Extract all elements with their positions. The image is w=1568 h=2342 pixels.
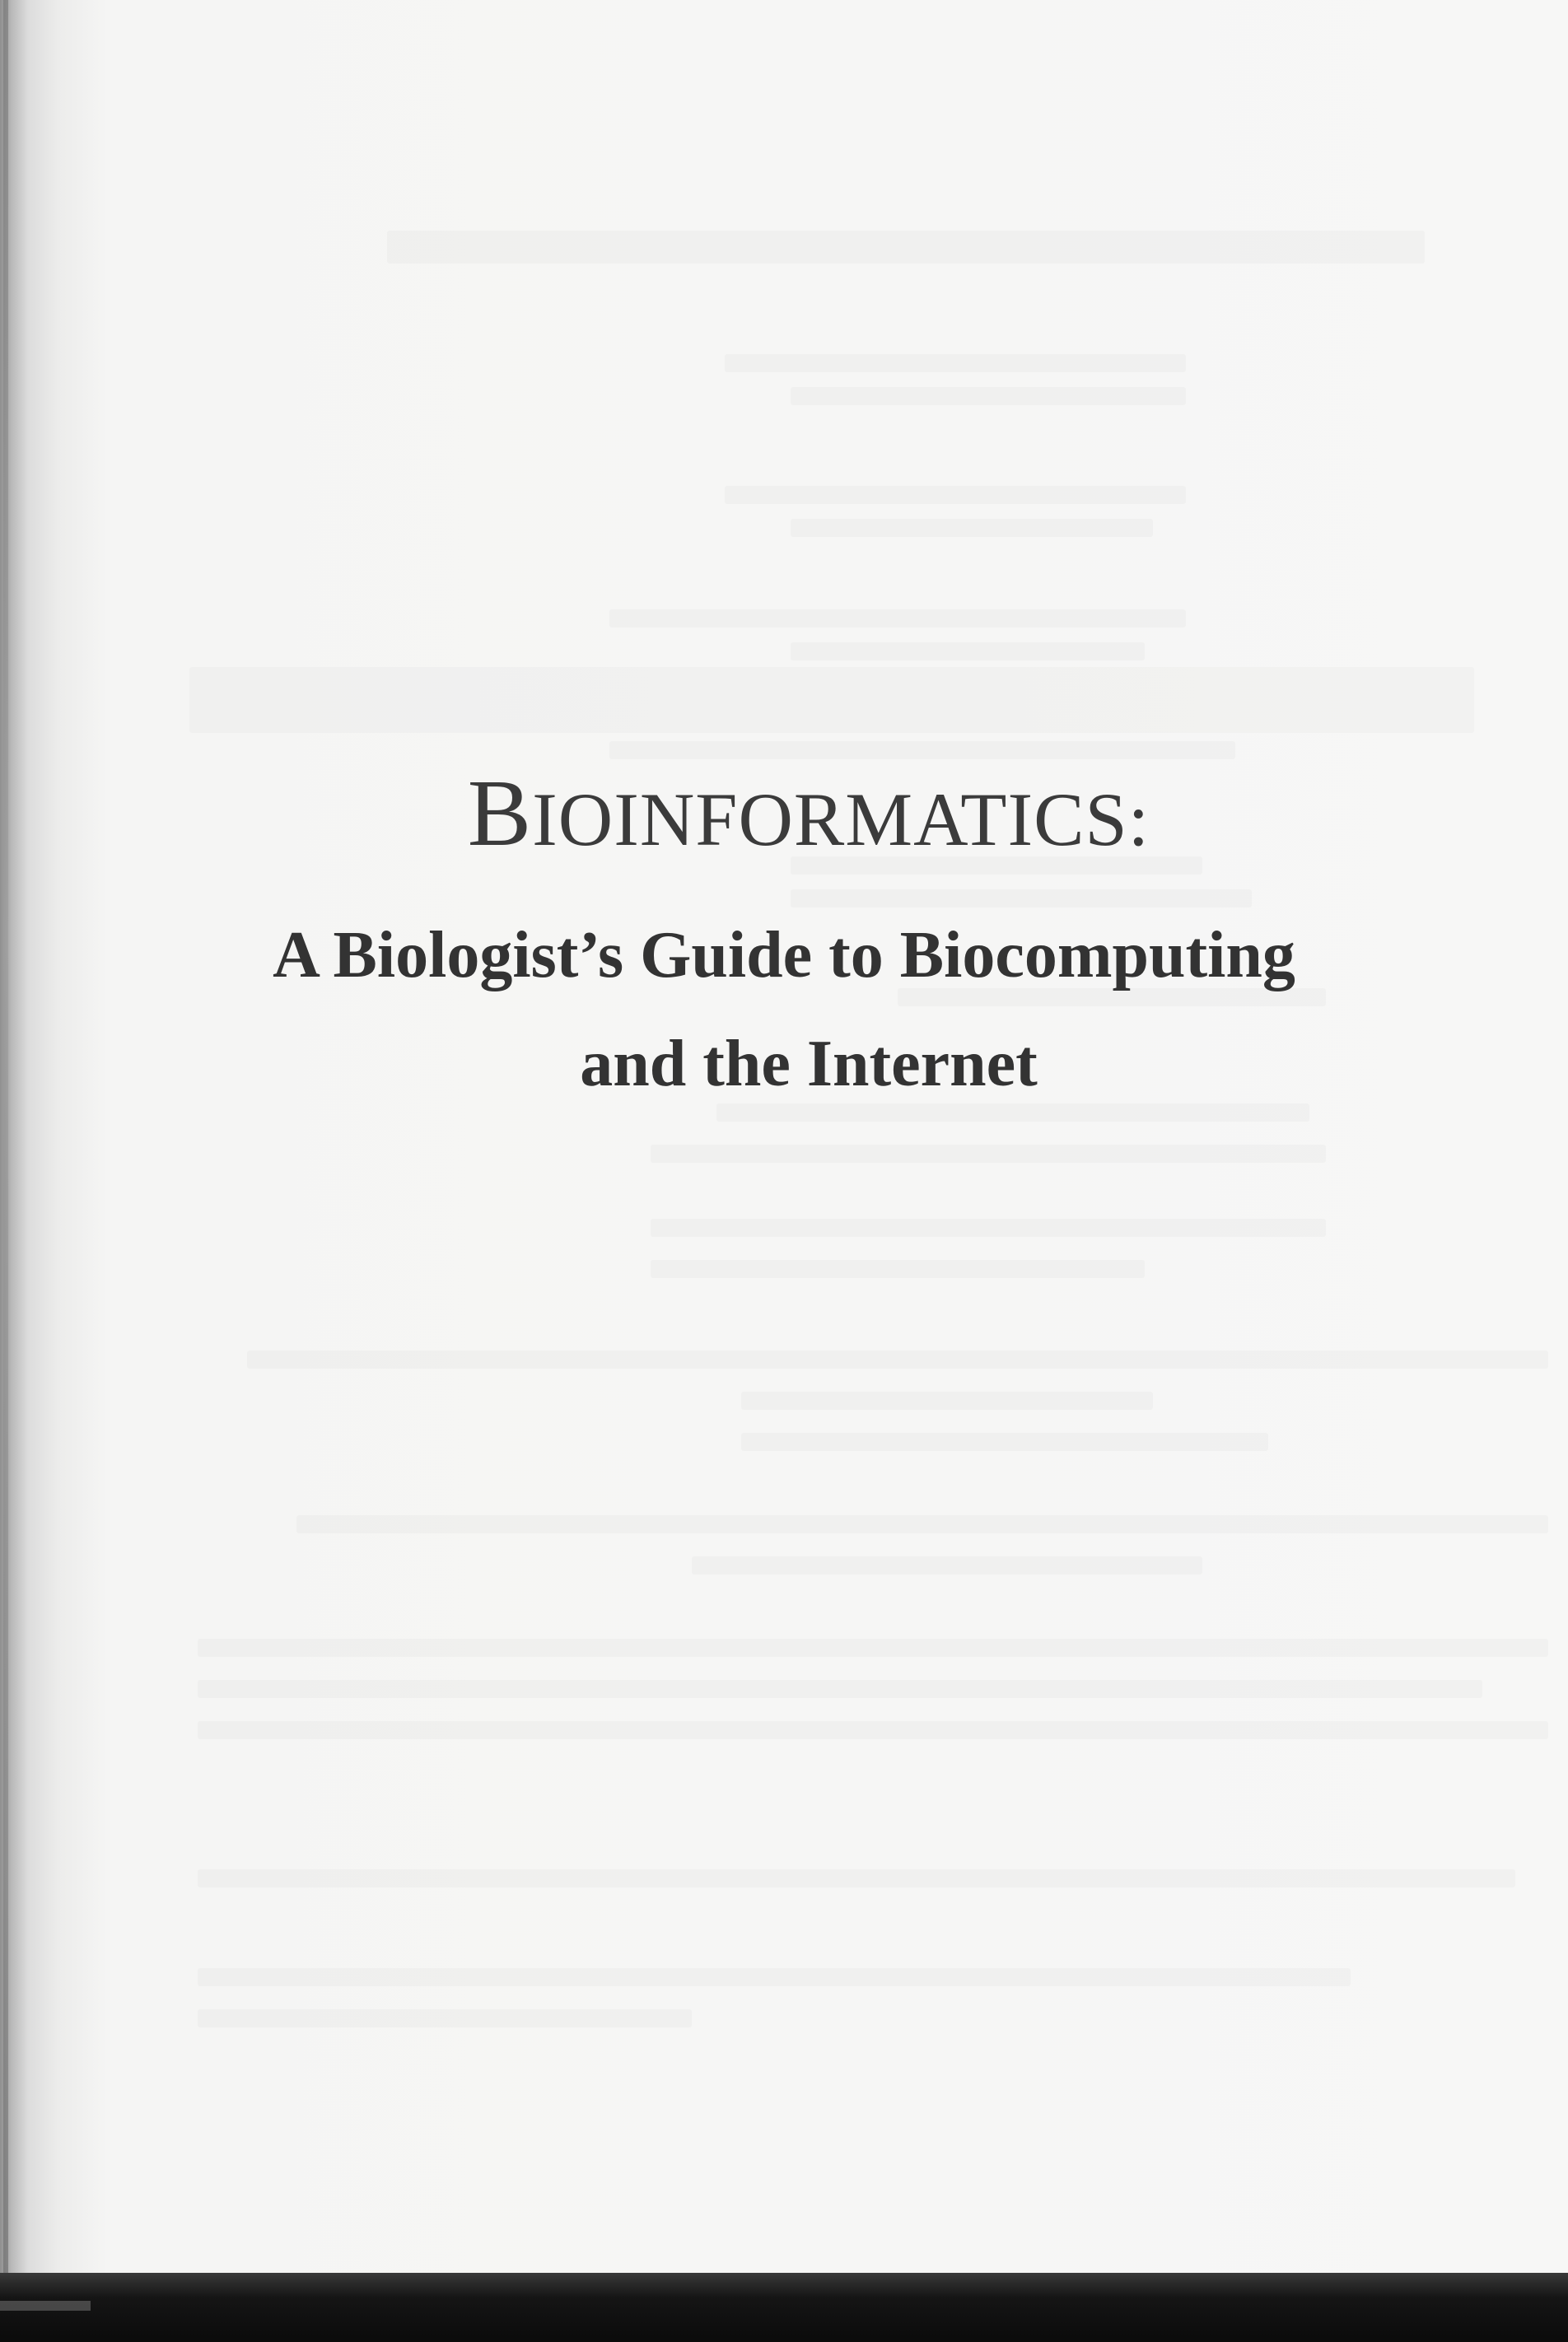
title-initial: B bbox=[467, 761, 533, 866]
book-gutter bbox=[3, 0, 8, 2342]
title-rest: IOINFORMATICS: bbox=[532, 777, 1150, 861]
scan-bottom-edge bbox=[0, 2273, 1568, 2342]
book-subtitle-line1: A Biologist’s Guide to Biocomputing bbox=[273, 919, 1295, 991]
book-subtitle-line2: and the Internet bbox=[580, 1028, 1038, 1100]
book-title bbox=[25, 761, 1568, 866]
book-title-block bbox=[0, 761, 1568, 866]
